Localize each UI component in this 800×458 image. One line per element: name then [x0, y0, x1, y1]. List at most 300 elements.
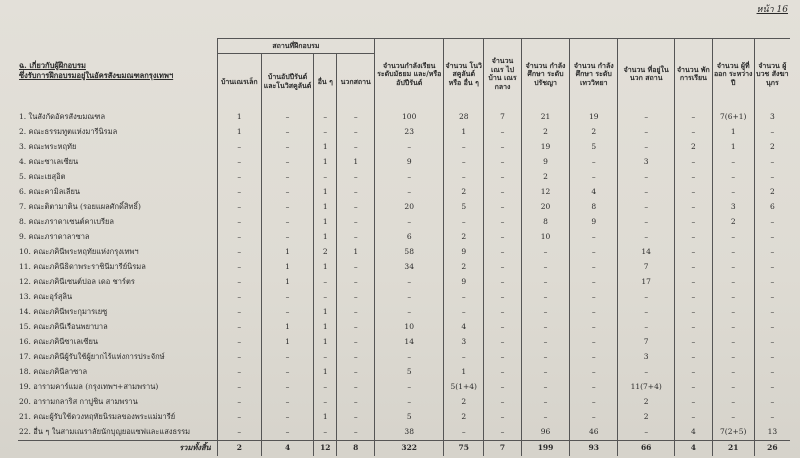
table-cell: –: [314, 125, 337, 140]
table-cell: –: [314, 380, 337, 395]
row-label: 3. คณะพระหฤทัย: [19, 142, 77, 151]
header-place-4: นวกสถาน: [337, 54, 375, 110]
table-cell: 1: [314, 215, 337, 230]
table-cell: 17: [618, 275, 675, 290]
row-label: 5. คณะเยสุอิต: [19, 172, 66, 181]
table-cell: 199: [521, 440, 569, 456]
table-row: [18, 425, 790, 441]
table-cell: 5: [375, 365, 444, 380]
table-cell: –: [261, 140, 313, 155]
table-cell: 19: [570, 110, 618, 125]
table-row: [18, 380, 790, 395]
table-cell: –: [754, 260, 790, 275]
row-label: 11. คณะภคินีธิดาพระราชินีมารีย์นิรมล: [19, 262, 146, 271]
table-cell: –: [375, 275, 444, 290]
table-row: [18, 230, 790, 245]
table-cell: –: [570, 380, 618, 395]
table-cell: –: [217, 305, 261, 320]
table-cell: –: [675, 215, 713, 230]
row-label: 9. คณะภราดาลาซาล: [19, 232, 90, 241]
table-cell: 1: [444, 365, 484, 380]
place-group-header: สถานที่ฝึกอบรม: [217, 39, 374, 54]
row-label: 12. คณะภคินีเซนต์ปอล เดอ ชาร์ตร: [19, 277, 135, 286]
table-cell: –: [754, 275, 790, 290]
row-label: 14. คณะภคินีพระกุมารเยซู: [19, 307, 108, 316]
table-cell: –: [675, 305, 713, 320]
table-cell: –: [570, 320, 618, 335]
table-cell: 11(7+4): [618, 380, 675, 395]
table-cell: –: [217, 350, 261, 365]
table-cell: –: [261, 410, 313, 425]
table-cell: –: [521, 380, 569, 395]
table-cell: –: [375, 185, 444, 200]
table-cell: –: [337, 110, 375, 125]
row-label: 2. คณะธรรมทูตแห่งมารีนิรมล: [19, 127, 118, 136]
table-cell: 100: [375, 110, 444, 125]
header-stat-1: จำนวนกำลังเรียน ระดับมัธยม และ/หรือ อัปปีรันต์: [375, 39, 444, 110]
table-cell: –: [675, 170, 713, 185]
table-cell: –: [712, 335, 754, 350]
table-cell: 1: [261, 335, 313, 350]
table-cell: –: [675, 380, 713, 395]
table-cell: –: [712, 410, 754, 425]
row-label: 10. คณะภคินีพระหฤทัยแห่งกรุงเทพฯ: [19, 247, 139, 256]
header-stat-3: จำนวน เณร ไปบ้าน เณรกลาง: [484, 39, 522, 110]
table-cell: –: [217, 335, 261, 350]
header-stat-9: จำนวน ผู้บวช สังฆานุกร: [754, 39, 790, 110]
table-cell: 3: [618, 350, 675, 365]
table-cell: 1: [337, 245, 375, 260]
table-cell: –: [521, 410, 569, 425]
table-cell: –: [261, 155, 313, 170]
table-cell: –: [484, 290, 522, 305]
row-label: 13. คณะอุร์สุลิน: [19, 292, 73, 301]
table-cell: –: [484, 305, 522, 320]
table-cell: –: [484, 200, 522, 215]
table-cell: 1: [261, 320, 313, 335]
header-place-2: บ้านอัปปีรันต์ และโนวิสคูลันต์: [261, 54, 313, 110]
table-cell: 34: [375, 260, 444, 275]
table-cell: 23: [375, 125, 444, 140]
table-cell: 14: [375, 335, 444, 350]
table-cell: –: [217, 290, 261, 305]
table-cell: 1: [314, 365, 337, 380]
table-cell: –: [712, 395, 754, 410]
table-cell: –: [712, 350, 754, 365]
table-cell: 1: [314, 410, 337, 425]
table-cell: 28: [444, 110, 484, 125]
table-cell: –: [712, 305, 754, 320]
table-cell: –: [570, 305, 618, 320]
table-row: [18, 140, 790, 155]
table-cell: 46: [570, 425, 618, 441]
section-title-line1: ฉ. เกี่ยวกับผู้ฝึกอบรม: [19, 60, 86, 70]
table-cell: –: [261, 425, 313, 441]
table-cell: –: [337, 260, 375, 275]
table-cell: –: [712, 230, 754, 245]
table-cell: 66: [618, 440, 675, 456]
table-cell: 58: [375, 245, 444, 260]
table-cell: 2: [754, 185, 790, 200]
table-cell: –: [444, 305, 484, 320]
table-cell: –: [484, 410, 522, 425]
table-cell: –: [754, 380, 790, 395]
table-cell: –: [570, 260, 618, 275]
table-cell: –: [261, 380, 313, 395]
header-stat-5: จำนวน กำลังศึกษา ระดับ เทววิทยา: [570, 39, 618, 110]
table-cell: –: [337, 275, 375, 290]
section-title: [18, 39, 217, 110]
table-cell: 6: [375, 230, 444, 245]
section-title-line2: ซึ่งรับการฝึกอบรมอยู่ในอัครสังฆมณฑลกรุงเทพฯ: [19, 70, 174, 80]
row-label: 22. อื่น ๆ ในสามเณราลัยนักบุญยอแซฟและแสงธรรม: [19, 427, 191, 437]
table-cell: –: [261, 350, 313, 365]
table-cell: 26: [754, 440, 790, 456]
table-cell: –: [675, 260, 713, 275]
table-cell: 1: [444, 125, 484, 140]
table-cell: 10: [375, 320, 444, 335]
table-cell: 7: [618, 335, 675, 350]
table-cell: –: [754, 215, 790, 230]
table-cell: –: [261, 185, 313, 200]
table-row: [18, 125, 790, 140]
table-cell: 38: [375, 425, 444, 441]
table-body: [18, 110, 790, 457]
table-cell: –: [570, 230, 618, 245]
table-row: [18, 185, 790, 200]
table-cell: 1: [314, 200, 337, 215]
row-label: 15. คณะภคินีเรือนพยาบาล: [19, 322, 108, 331]
table-cell: –: [261, 110, 313, 125]
table-cell: –: [618, 110, 675, 125]
table-cell: –: [337, 200, 375, 215]
table-row: [18, 260, 790, 275]
table-cell: –: [337, 350, 375, 365]
table-row: [18, 365, 790, 380]
header-stat-6: จำนวน ที่อยู่ใน นวก สถาน: [618, 39, 675, 110]
table-cell: 1: [261, 245, 313, 260]
table-cell: –: [675, 290, 713, 305]
table-cell: –: [484, 140, 522, 155]
table-cell: –: [570, 350, 618, 365]
table-cell: –: [570, 275, 618, 290]
table-cell: 3: [618, 155, 675, 170]
table-cell: –: [337, 395, 375, 410]
table-cell: –: [618, 200, 675, 215]
table-cell: –: [337, 185, 375, 200]
table-cell: –: [337, 380, 375, 395]
table-cell: –: [217, 140, 261, 155]
table-cell: 2: [618, 410, 675, 425]
table-cell: –: [261, 230, 313, 245]
table-cell: –: [754, 125, 790, 140]
table-cell: –: [484, 365, 522, 380]
table-cell: –: [217, 245, 261, 260]
table-cell: –: [570, 410, 618, 425]
table-cell: –: [261, 170, 313, 185]
row-label: 4. คณะซาเลเซียน: [19, 157, 79, 166]
table-cell: –: [484, 245, 522, 260]
table-cell: –: [375, 215, 444, 230]
table-row: [18, 170, 790, 185]
header-stat-8: จำนวน ผู้ที่ออก ระหว่างปี: [712, 39, 754, 110]
table-row: [18, 290, 790, 305]
table-cell: 8: [570, 200, 618, 215]
table-cell: –: [712, 365, 754, 380]
table-cell: –: [618, 305, 675, 320]
row-label: 20. อารามกลาริส กาปูชิน สามพราน: [19, 397, 138, 406]
header-stat-7: จำนวน พัก การเรียน: [675, 39, 713, 110]
table-cell: 8: [521, 215, 569, 230]
table-cell: 2: [217, 440, 261, 456]
table-cell: –: [618, 230, 675, 245]
table-cell: –: [444, 350, 484, 365]
table-cell: 9: [444, 245, 484, 260]
row-label: 8. คณะภราดาเซนต์คาเบรียล: [19, 217, 115, 226]
table-cell: 4: [570, 185, 618, 200]
table-cell: –: [484, 155, 522, 170]
table-cell: –: [217, 365, 261, 380]
table-cell: –: [712, 275, 754, 290]
table-cell: –: [675, 395, 713, 410]
table-cell: 2: [675, 140, 713, 155]
row-label: 18. คณะภคินีลาซาล: [19, 367, 88, 376]
table-cell: 4: [675, 440, 713, 456]
table-cell: –: [217, 230, 261, 245]
table-cell: –: [261, 215, 313, 230]
table-cell: –: [484, 335, 522, 350]
table-cell: –: [675, 155, 713, 170]
table-row: [18, 275, 790, 290]
table-cell: –: [217, 185, 261, 200]
table-cell: 1: [314, 140, 337, 155]
table-cell: –: [375, 305, 444, 320]
table-cell: –: [618, 170, 675, 185]
row-label: 16. คณะภคินีซาเลเซียน: [19, 337, 99, 346]
table-cell: 9: [444, 275, 484, 290]
table-cell: 14: [618, 245, 675, 260]
table-cell: –: [484, 170, 522, 185]
table-cell: 1: [712, 140, 754, 155]
table-cell: 1: [314, 155, 337, 170]
table-cell: –: [570, 335, 618, 350]
row-label: 17. คณะภคินีผู้รับใช้ผู้ยากไร้แห่งการประจักษ์: [19, 352, 165, 361]
table-cell: –: [570, 170, 618, 185]
header-stat-2: จำนวน โนวิสคูลันต์ หรือ อื่น ๆ: [444, 39, 484, 110]
table-cell: 1: [314, 305, 337, 320]
table-cell: 1: [314, 260, 337, 275]
header-place-1: บ้านเณรเล็ก: [217, 54, 261, 110]
table-cell: 322: [375, 440, 444, 456]
table-cell: –: [754, 365, 790, 380]
table-cell: –: [570, 155, 618, 170]
table-cell: –: [444, 290, 484, 305]
table-cell: –: [675, 335, 713, 350]
table-cell: 75: [444, 440, 484, 456]
table-cell: 20: [521, 200, 569, 215]
table-cell: –: [444, 155, 484, 170]
table-cell: –: [261, 125, 313, 140]
table-cell: 1: [217, 125, 261, 140]
table-cell: –: [337, 125, 375, 140]
table-cell: 20: [375, 200, 444, 215]
table-cell: 21: [712, 440, 754, 456]
table-row: [18, 110, 790, 125]
table-cell: 5(1+4): [444, 380, 484, 395]
table-cell: –: [521, 290, 569, 305]
table-cell: 2: [754, 140, 790, 155]
header-place-3: อื่น ๆ: [314, 54, 337, 110]
table-cell: –: [484, 380, 522, 395]
row-label: 19. อารามคาร์แมล (กรุงเทพฯ+สามพราน): [19, 382, 159, 391]
table-cell: 6: [754, 200, 790, 215]
table-cell: –: [337, 425, 375, 441]
table-cell: –: [337, 215, 375, 230]
table-cell: –: [570, 290, 618, 305]
table-cell: 5: [444, 200, 484, 215]
table-cell: 12: [521, 185, 569, 200]
table-row: [18, 350, 790, 365]
table-cell: –: [314, 110, 337, 125]
table-cell: –: [521, 245, 569, 260]
table-cell: –: [618, 185, 675, 200]
table-cell: –: [484, 185, 522, 200]
table-cell: –: [754, 170, 790, 185]
table-cell: 2: [570, 125, 618, 140]
table-cell: –: [675, 410, 713, 425]
table-cell: –: [521, 260, 569, 275]
table-cell: 1: [314, 320, 337, 335]
table-cell: –: [444, 215, 484, 230]
table-cell: –: [712, 170, 754, 185]
table-cell: –: [754, 155, 790, 170]
table-cell: 93: [570, 440, 618, 456]
table-cell: 9: [570, 215, 618, 230]
total-label: รวมทั้งสิ้น: [18, 440, 217, 456]
table-cell: –: [521, 305, 569, 320]
table-cell: 3: [754, 110, 790, 125]
table-row: [18, 200, 790, 215]
table-cell: –: [484, 275, 522, 290]
table-cell: 4: [444, 320, 484, 335]
table-cell: –: [484, 350, 522, 365]
table-cell: –: [521, 335, 569, 350]
table-cell: –: [754, 335, 790, 350]
table-row: [18, 215, 790, 230]
table-cell: 1: [712, 125, 754, 140]
table-cell: –: [712, 290, 754, 305]
table-row: [18, 335, 790, 350]
table-cell: 1: [314, 230, 337, 245]
table-cell: –: [314, 350, 337, 365]
table-cell: 12: [314, 440, 337, 456]
table-cell: –: [675, 200, 713, 215]
table-row: [18, 245, 790, 260]
table-cell: –: [217, 425, 261, 441]
table-cell: –: [675, 110, 713, 125]
table-cell: –: [375, 170, 444, 185]
table-cell: –: [754, 320, 790, 335]
table-cell: –: [375, 290, 444, 305]
table-cell: 8: [337, 440, 375, 456]
table-cell: –: [754, 305, 790, 320]
table-cell: –: [675, 245, 713, 260]
table-cell: 2: [618, 395, 675, 410]
table-cell: –: [375, 395, 444, 410]
table-cell: –: [675, 365, 713, 380]
table-cell: –: [261, 395, 313, 410]
table-cell: –: [337, 230, 375, 245]
table-cell: –: [337, 170, 375, 185]
table-cell: 2: [444, 410, 484, 425]
table-cell: 21: [521, 110, 569, 125]
table-cell: –: [375, 380, 444, 395]
table-cell: –: [675, 320, 713, 335]
table-cell: –: [675, 350, 713, 365]
table-cell: 1: [217, 110, 261, 125]
table-cell: 10: [521, 230, 569, 245]
table-cell: –: [444, 425, 484, 441]
table-cell: –: [444, 170, 484, 185]
row-label: 21. คณะผู้รับใช้ดวงหฤทัยนิรมลของพระแม่มารีย์: [19, 412, 176, 421]
table-cell: –: [314, 290, 337, 305]
table-cell: –: [618, 290, 675, 305]
table-cell: –: [712, 245, 754, 260]
table-cell: –: [375, 350, 444, 365]
table-cell: –: [217, 260, 261, 275]
table-cell: 2: [444, 260, 484, 275]
table-cell: –: [217, 170, 261, 185]
table-cell: –: [618, 320, 675, 335]
table-cell: 9: [375, 155, 444, 170]
table-cell: 2: [314, 245, 337, 260]
table-cell: –: [618, 140, 675, 155]
row-label: 7. คณะติตามาติน (รอยแผลศักดิ์สิทธิ์): [19, 202, 141, 211]
table-cell: –: [754, 395, 790, 410]
table-cell: –: [712, 380, 754, 395]
header-stat-4: จำนวน กำลังศึกษา ระดับ ปรัชญา: [521, 39, 569, 110]
table-cell: 5: [375, 410, 444, 425]
table-cell: –: [675, 125, 713, 140]
table-cell: –: [484, 425, 522, 441]
table-cell: –: [375, 140, 444, 155]
table-cell: –: [261, 365, 313, 380]
table-cell: –: [484, 260, 522, 275]
table-row: [18, 395, 790, 410]
table-cell: –: [521, 320, 569, 335]
table-cell: –: [337, 365, 375, 380]
table-cell: –: [337, 305, 375, 320]
table-cell: 1: [337, 155, 375, 170]
table-cell: –: [484, 395, 522, 410]
table-cell: 3: [444, 335, 484, 350]
table-cell: –: [337, 410, 375, 425]
table-cell: –: [484, 125, 522, 140]
row-label: 1. ในสังกัดอัครสังฆมณฑล: [19, 112, 106, 121]
table-cell: –: [217, 380, 261, 395]
table-cell: –: [618, 215, 675, 230]
table-cell: –: [521, 350, 569, 365]
table-cell: 1: [314, 185, 337, 200]
table-cell: –: [217, 215, 261, 230]
table-cell: –: [314, 170, 337, 185]
table-cell: –: [675, 230, 713, 245]
table-cell: –: [314, 425, 337, 441]
total-row: [18, 440, 790, 456]
table-cell: –: [217, 320, 261, 335]
table-cell: 4: [261, 440, 313, 456]
page-number: หน้า 16: [756, 5, 788, 15]
